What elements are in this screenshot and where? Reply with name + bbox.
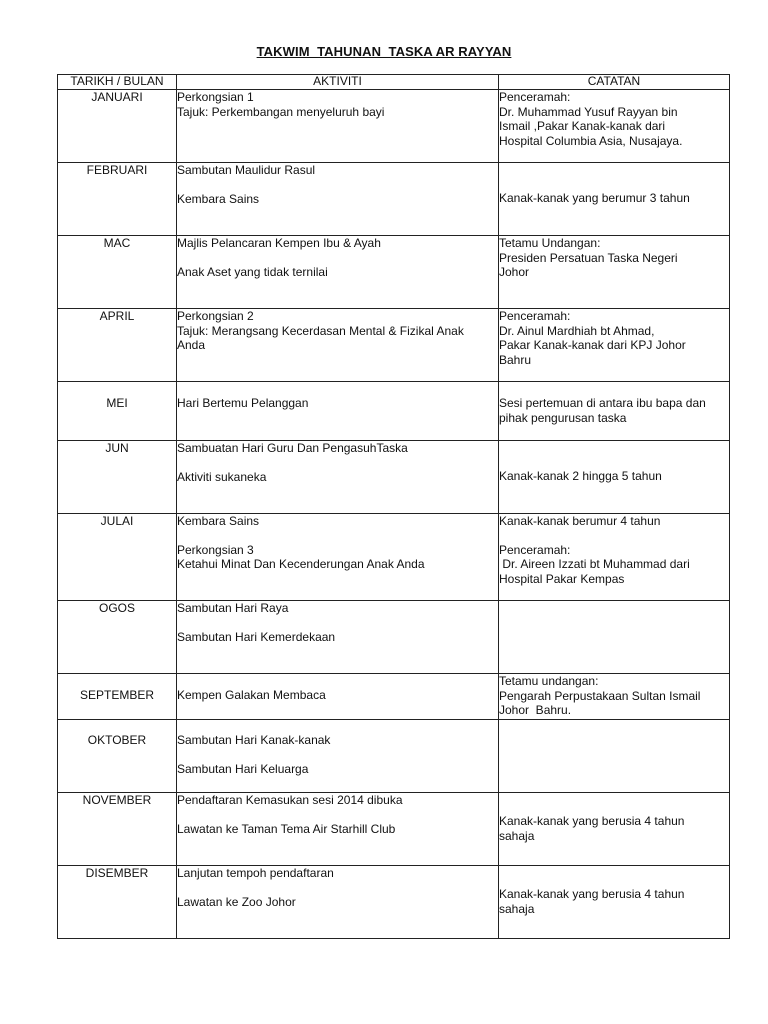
table-row [58, 236, 730, 309]
activity-cell [177, 866, 499, 939]
activity-line: Perkongsian 3 [177, 542, 254, 557]
note-line: Presiden Persatuan Taska Negeri [499, 250, 678, 265]
activity-line: Sambutan Hari Kanak-kanak [177, 733, 331, 747]
notes-cell [499, 514, 730, 601]
activity-cell [177, 674, 499, 720]
activity-cell [177, 309, 499, 382]
month-cell: DISEMBER [58, 866, 177, 939]
note-line: Ismail ,Pakar Kanak-kanak dari [499, 119, 666, 134]
activity-line: Kembara Sains [177, 191, 260, 206]
note-line: Pakar Kanak-kanak dari KPJ Johor [499, 338, 686, 353]
month-cell: JULAI [58, 514, 177, 601]
notes-cell [499, 309, 730, 382]
activity-cell [177, 793, 499, 866]
activity-line: Sambutan Hari Keluarga [177, 761, 309, 776]
month-cell: OKTOBER [58, 720, 177, 793]
month-cell: MAC [58, 236, 177, 309]
note-line: Johor Bahru. [499, 703, 572, 718]
activity-line: Sambuatan Hari Guru Dan PengasuhTaska [177, 441, 408, 455]
note-line: Dr. Muhammad Yusuf Rayyan bin [499, 104, 678, 119]
notes-cell [499, 866, 730, 939]
activity-line: Pendaftaran Kemasukan sesi 2014 dibuka [177, 793, 403, 807]
month-cell: JANUARI [58, 90, 177, 163]
activity-line: Lawatan ke Zoo Johor [177, 894, 296, 909]
activity-line: Kempen Galakan Membaca [177, 688, 326, 702]
note-line: Bahru [499, 352, 532, 367]
activity-line: Ketahui Minat Dan Kecenderungan Anak Anda [177, 557, 425, 572]
notes-cell [499, 90, 730, 163]
activity-cell [177, 514, 499, 601]
table-row [58, 163, 730, 236]
activity-line: Majlis Pelancaran Kempen Ibu & Ayah [177, 236, 381, 250]
month-cell: OGOS [58, 601, 177, 674]
document-title: TAKWIM TAHUNAN TASKA AR RAYYAN [256, 44, 512, 59]
table-row [58, 601, 730, 674]
table-row [58, 793, 730, 866]
activity-line: Lanjutan tempoh pendaftaran [177, 866, 334, 880]
notes-cell [499, 382, 730, 441]
table-row [58, 309, 730, 382]
table-row [58, 866, 730, 939]
calendar-table [57, 74, 730, 939]
notes-cell [499, 793, 730, 866]
table-row [58, 382, 730, 441]
activity-line: Perkongsian 2 [177, 309, 254, 323]
notes-cell [499, 236, 730, 309]
activity-cell [177, 441, 499, 514]
activity-line: Tajuk: Merangsang Kecerdasan Mental & Fizikal Anak [177, 323, 464, 338]
activity-line: Tajuk: Perkembangan menyeluruh bayi [177, 104, 385, 119]
activity-line: Kembara Sains [177, 514, 260, 528]
notes-cell [499, 674, 730, 720]
activity-line: Perkongsian 1 [177, 90, 254, 104]
month-cell: SEPTEMBER [58, 674, 177, 720]
activity-line: Sambutan Hari Raya [177, 601, 289, 615]
note-line: Dr. Ainul Mardhiah bt Ahmad, [499, 323, 655, 338]
activity-cell [177, 90, 499, 163]
activity-cell [177, 163, 499, 236]
activity-line: Aktiviti sukaneka [177, 469, 267, 484]
note-line: Kanak-kanak yang berusia 4 tahun [499, 814, 685, 828]
note-line: Kanak-kanak yang berusia 4 tahun [499, 887, 685, 901]
notes-cell [499, 163, 730, 236]
header-month: TARIKH / BULAN [58, 75, 177, 90]
month-cell: NOVEMBER [58, 793, 177, 866]
activity-line: Sambutan Hari Kemerdekaan [177, 629, 336, 644]
activity-line: Sambutan Maulidur Rasul [177, 163, 316, 177]
notes-cell [499, 441, 730, 514]
note-line: Kanak-kanak yang berumur 3 tahun [499, 191, 690, 205]
note-line: Penceramah: [499, 542, 571, 557]
notes-cell [499, 720, 730, 793]
note-line: Hospital Columbia Asia, Nusajaya. [499, 133, 683, 148]
activity-line: Anda [177, 338, 206, 353]
table-row [58, 90, 730, 163]
note-line: Kanak-kanak 2 hingga 5 tahun [499, 469, 662, 483]
month-cell: JUN [58, 441, 177, 514]
notes-cell [499, 601, 730, 674]
activity-line: Lawatan ke Taman Tema Air Starhill Club [177, 821, 396, 836]
table-row [58, 514, 730, 601]
note-line: Johor [499, 265, 530, 280]
activity-cell [177, 601, 499, 674]
note-line: Sesi pertemuan di antara ibu bapa dan [499, 396, 706, 410]
note-line: Penceramah: [499, 309, 571, 323]
note-line: Tetamu undangan: [499, 674, 599, 688]
note-line: sahaja [499, 901, 535, 916]
table-row [58, 720, 730, 793]
activity-cell [177, 382, 499, 441]
note-line: sahaja [499, 828, 535, 843]
month-cell: FEBRUARI [58, 163, 177, 236]
note-line: pihak pengurusan taska [499, 410, 627, 425]
header-notes: CATATAN [499, 75, 730, 90]
note-line: Penceramah: [499, 90, 571, 104]
table-row [58, 674, 730, 720]
header-activity: AKTIVITI [177, 75, 499, 90]
activity-line: Anak Aset yang tidak ternilai [177, 264, 328, 279]
note-line: Hospital Pakar Kempas [499, 571, 625, 586]
activity-cell [177, 720, 499, 793]
activity-cell [177, 236, 499, 309]
month-cell: MEI [58, 382, 177, 441]
note-line: Dr. Aireen Izzati bt Muhammad dari [499, 557, 690, 572]
month-cell: APRIL [58, 309, 177, 382]
note-line: Tetamu Undangan: [499, 236, 601, 250]
note-line: Pengarah Perpustakaan Sultan Ismail [499, 688, 701, 703]
activity-line: Hari Bertemu Pelanggan [177, 396, 309, 410]
note-line: Kanak-kanak berumur 4 tahun [499, 514, 661, 528]
header-row [58, 75, 730, 90]
table-row [58, 441, 730, 514]
